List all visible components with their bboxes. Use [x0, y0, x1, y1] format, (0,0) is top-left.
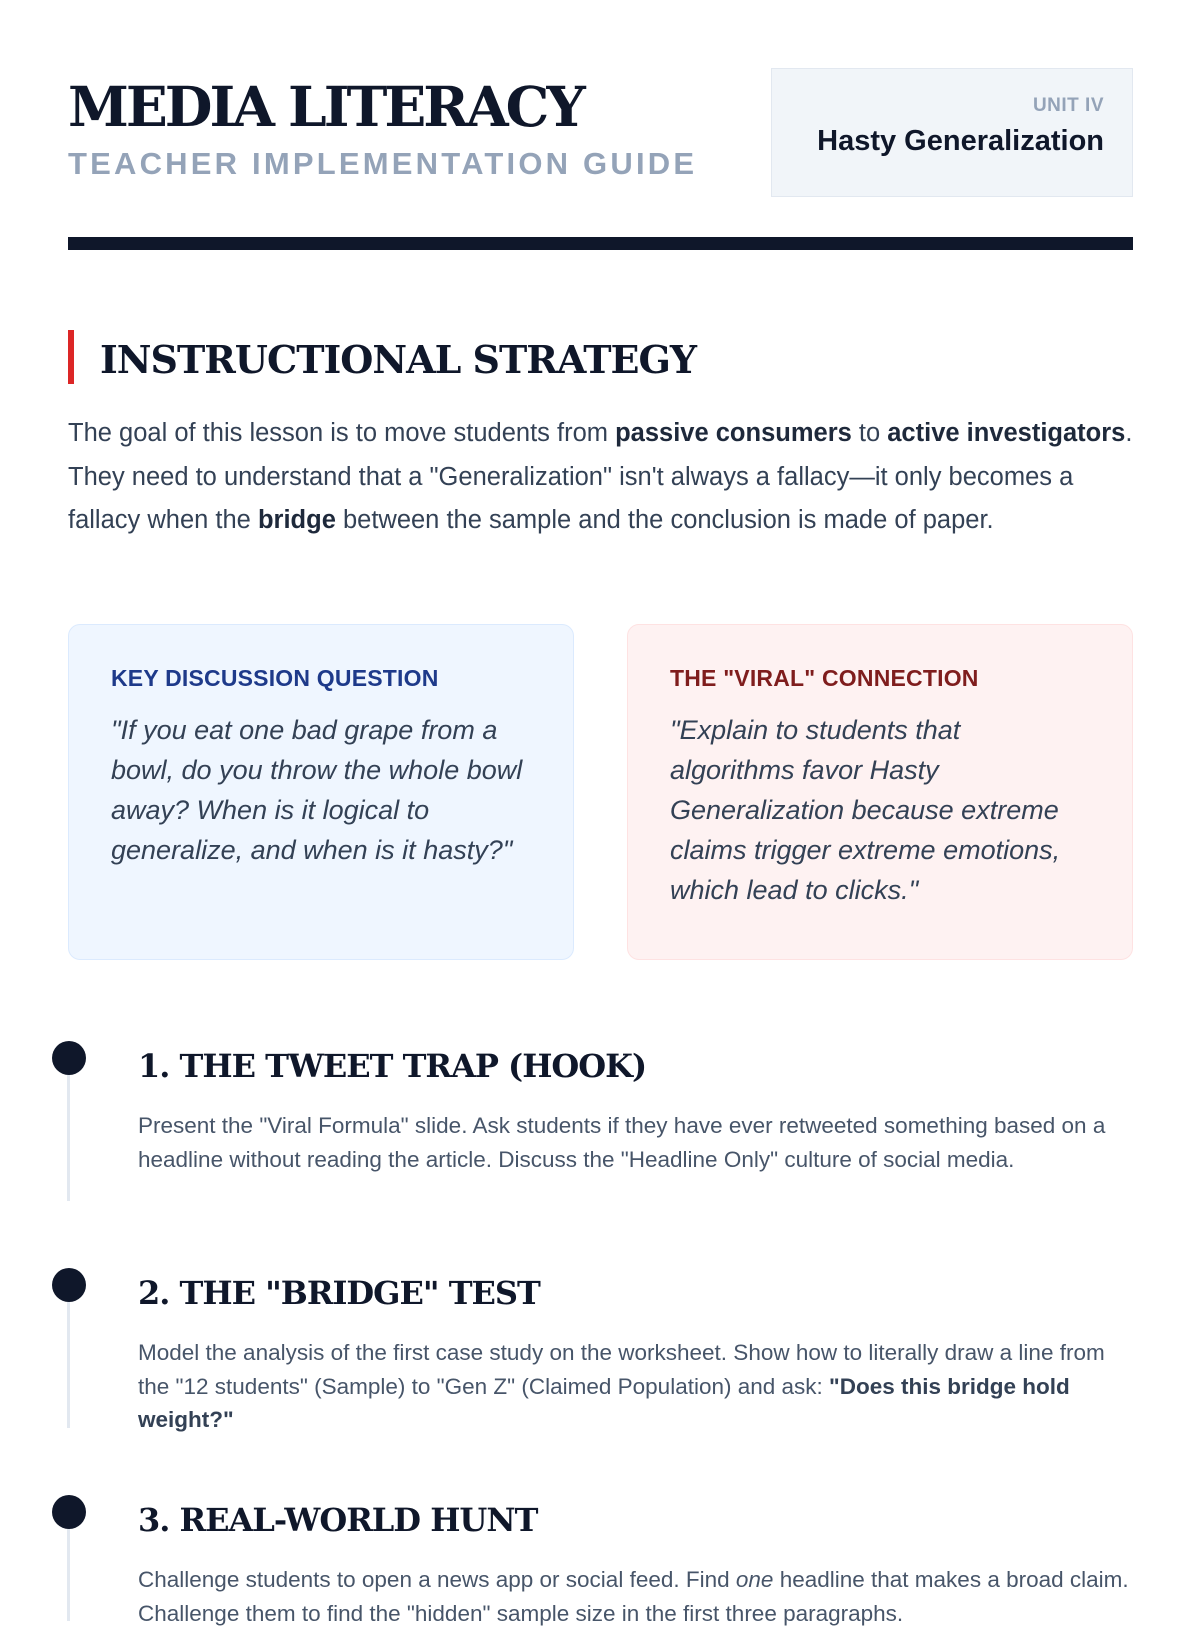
step-body-italic: one	[735, 1567, 774, 1592]
timeline-dot-icon	[52, 1041, 86, 1075]
section-accent-bar	[68, 330, 74, 384]
intro-text: to	[851, 419, 888, 447]
unit-badge	[771, 68, 1133, 197]
intro-emphasis: active investigators	[887, 419, 1126, 447]
step-body-text: headline that makes a broad claim. Challenge them to find the "hidden" sample size in the first three paragraphs.	[138, 1567, 1129, 1626]
card-label: THE "VIRAL" CONNECTION	[670, 665, 979, 691]
unit-title: Hasty Generalization	[817, 125, 1104, 157]
card-quote: "Explain to students that algorithms favor Hasty Generalization because extreme claims trigger extreme emotions, which lead to clicks."	[670, 715, 1061, 905]
timeline-dot-icon	[52, 1495, 86, 1529]
step-title: 2. THE "BRIDGE" TEST	[138, 1274, 540, 1312]
intro-text: The goal of this lesson is to move students from	[68, 419, 616, 447]
step-body: Present the "Viral Formula" slide. Ask students if they have ever retweeted something based on a headline without reading the article. Discuss the "Headline Only" culture of social media.	[138, 1113, 1106, 1172]
card-label: KEY DISCUSSION QUESTION	[111, 665, 439, 691]
step-body	[138, 1563, 1138, 1630]
section-heading: INSTRUCTIONAL STRATEGY	[100, 337, 697, 382]
timeline-line	[67, 1057, 70, 1201]
intro-text: between the sample and the conclusion is made of paper.	[335, 506, 994, 534]
document-title: MEDIA LITERACY	[68, 74, 583, 139]
header-divider	[68, 237, 1133, 250]
step-body-text: Model the analysis of the first case study on the worksheet. Show how to literally draw a line from the "12 students" (Sample) to "Gen Z" (Claimed Population) and ask:	[138, 1340, 1105, 1399]
step-title: 1. THE TWEET TRAP (HOOK)	[138, 1047, 647, 1085]
unit-label: UNIT IV	[1032, 95, 1104, 116]
step-item	[52, 1041, 1142, 1201]
timeline-dot-icon	[52, 1268, 86, 1302]
intro-emphasis: passive consumers	[615, 419, 852, 447]
step-item	[52, 1268, 1142, 1432]
intro-text: . They need to understand that a "Generalization" isn't always a fallacy—it only becomes a fallacy when the	[68, 419, 1133, 534]
step-body-text: Challenge students to open a news app or social feed. Find	[138, 1567, 736, 1592]
document-header	[68, 68, 1133, 198]
timeline-line	[67, 1284, 70, 1428]
viral-connection-card	[627, 624, 1133, 960]
step-body	[138, 1336, 1138, 1437]
discussion-question-card	[68, 624, 574, 960]
intro-paragraph	[68, 412, 1138, 543]
document-subtitle: TEACHER IMPLEMENTATION GUIDE	[68, 146, 698, 181]
intro-emphasis: bridge	[257, 506, 336, 534]
step-item	[52, 1495, 1142, 1626]
card-quote: "If you eat one bad grape from a bowl, do you throw the whole bowl away? When is it logical to generalize, and when is it hasty?"	[111, 715, 523, 865]
step-body-emphasis: "Does this bridge hold weight?"	[138, 1373, 1070, 1432]
step-title: 3. REAL-WORLD HUNT	[138, 1501, 538, 1539]
